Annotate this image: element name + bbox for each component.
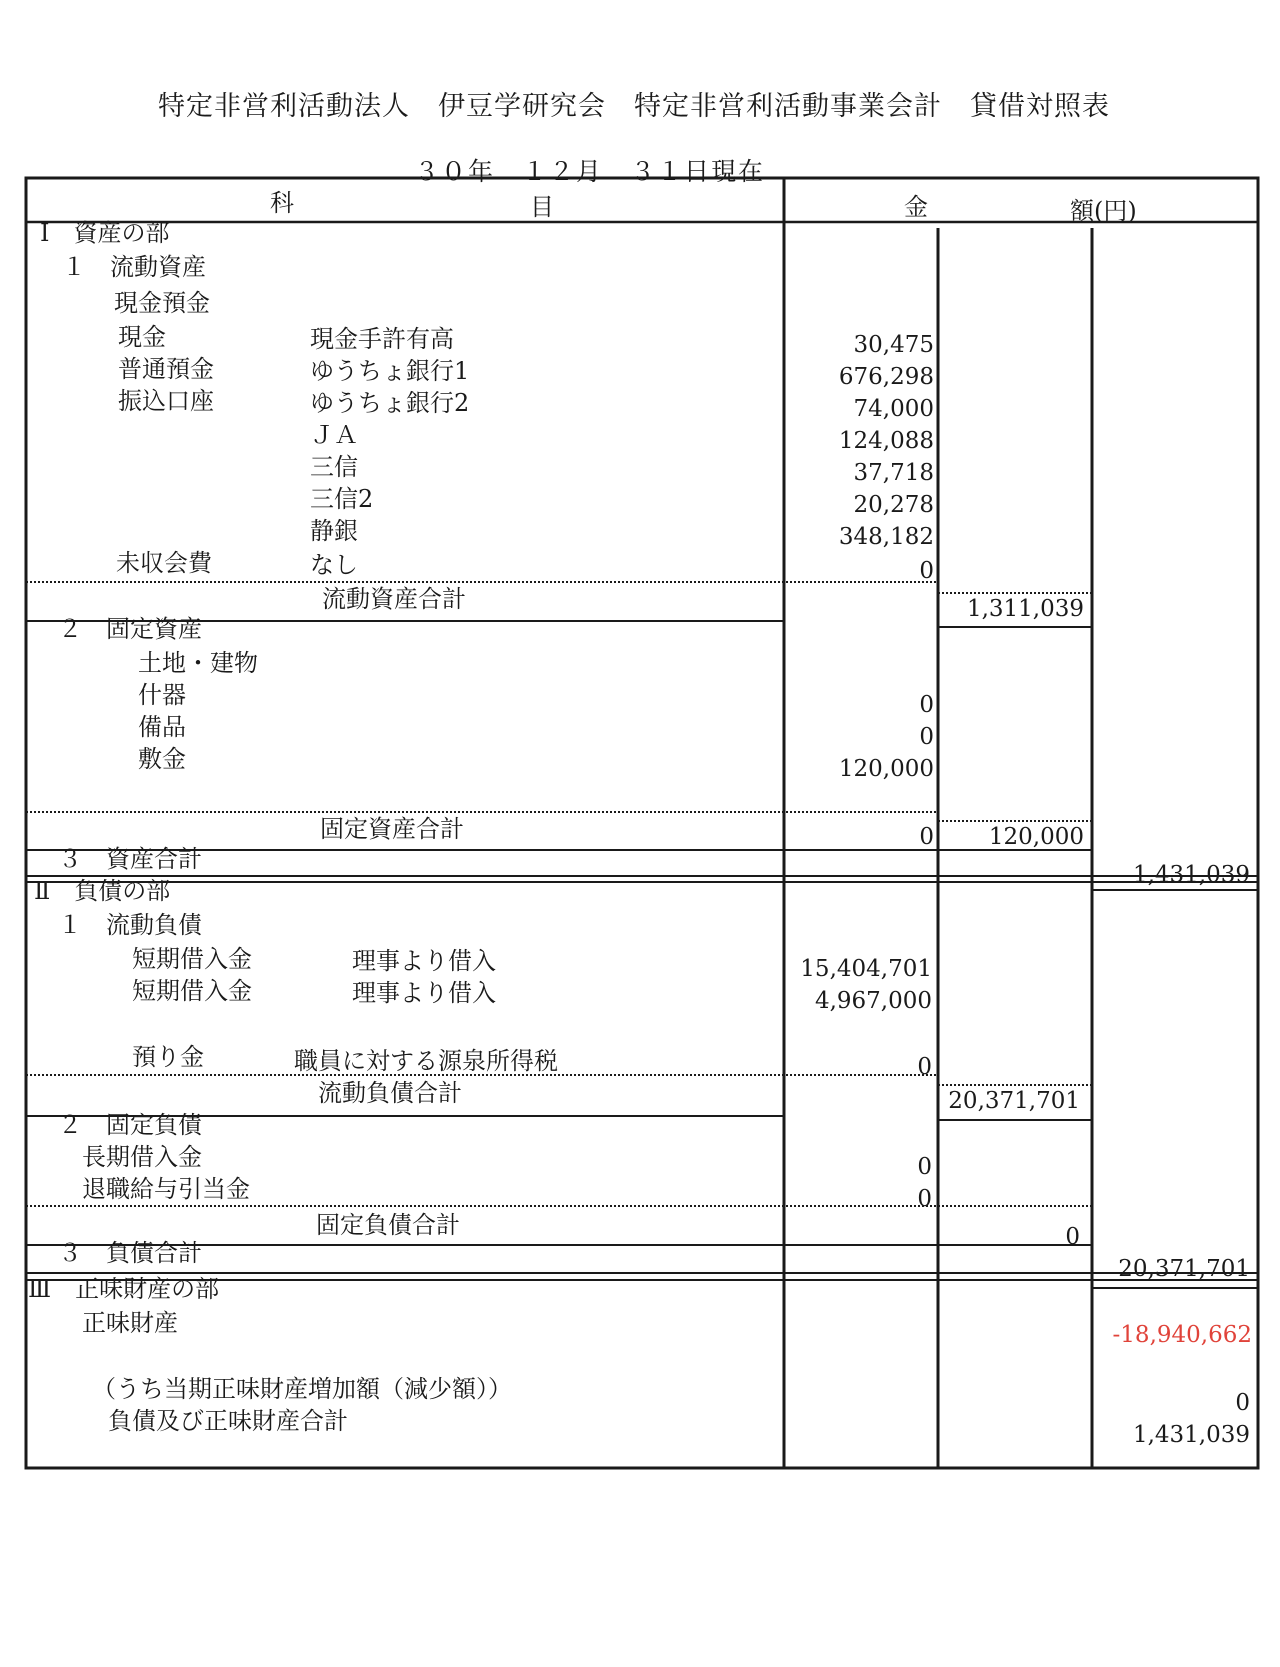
liability-row-label: 預り金 — [132, 1043, 204, 1071]
fixed-assets-total-label: 固定資産合計 — [320, 815, 464, 843]
current-assets-total: 1,311,039 — [966, 596, 1084, 622]
net-assets-label: 正味財産 — [82, 1309, 178, 1337]
liabilities-total-label: ３ 負債合計 — [58, 1239, 202, 1267]
asset-row-amount: 0 — [919, 558, 934, 584]
fixed-asset-amount: 0 — [919, 724, 934, 750]
as-of-date: ３０年 １２月 ３１日現在 — [414, 157, 766, 186]
fixed-asset-label: 什器 — [138, 681, 186, 709]
asset-row-amount: 20,278 — [853, 492, 934, 518]
current-liabilities-heading: １ 流動負債 — [58, 911, 202, 939]
net-assets-change-value: 0 — [1235, 1390, 1250, 1416]
liabilities-total: 20,371,701 — [1118, 1256, 1250, 1282]
grand-total-label: 負債及び正味財産合計 — [108, 1407, 348, 1435]
asset-row-detail: 現金手許有高 — [310, 325, 454, 353]
asset-row-label: 普通預金 — [118, 355, 214, 383]
fixed-asset-label: 備品 — [138, 713, 186, 741]
fixed-liability-amount: 0 — [917, 1186, 932, 1212]
asset-row-label: 未収会費 — [116, 549, 212, 577]
net-assets-change-label: （うち当期正味財産増加額（減少額）） — [92, 1375, 512, 1403]
asset-row-detail: 静銀 — [310, 517, 358, 545]
header-kamoku-2: 目 — [530, 193, 554, 221]
fixed-liability-amount: 0 — [917, 1154, 932, 1180]
asset-row-detail: ＪＡ — [310, 421, 358, 449]
liability-row-amount: 15,404,701 — [800, 956, 932, 982]
asset-row-amount: 124,088 — [838, 428, 934, 454]
fixed-asset-amount: 0 — [919, 692, 934, 718]
asset-row-amount: 30,475 — [853, 332, 934, 358]
section-net-assets: Ⅲ 正味財産の部 — [28, 1275, 220, 1303]
asset-row-label: 現金 — [118, 323, 166, 351]
asset-row-amount: 676,298 — [838, 364, 934, 390]
asset-row-amount: 74,000 — [853, 396, 934, 422]
current-liabilities-total-label: 流動負債合計 — [318, 1079, 462, 1107]
fixed-asset-label: 敷金 — [138, 745, 186, 773]
section-assets: Ⅰ 資産の部 — [40, 219, 170, 247]
fixed-asset-amount: 120,000 — [838, 756, 934, 782]
cash-deposits-heading: 現金預金 — [114, 289, 210, 317]
header-kingaku-2: 額(円) — [1070, 197, 1137, 225]
asset-row-label: 振込口座 — [118, 387, 214, 415]
asset-row-detail: ゆうちょ銀行2 — [310, 389, 470, 417]
liability-row-amount: 4,967,000 — [814, 988, 932, 1014]
assets-total: 1,431,039 — [1132, 862, 1250, 888]
assets-total-label: ３ 資産合計 — [58, 845, 202, 873]
current-assets-total-label: 流動資産合計 — [322, 585, 466, 613]
section-liabilities: Ⅱ 負債の部 — [34, 877, 171, 905]
liability-row-label: 短期借入金 — [132, 945, 252, 973]
fixed-liability-label: 退職給与引当金 — [82, 1175, 250, 1203]
asset-row-amount: 37,718 — [853, 460, 934, 486]
net-assets-value: -18,940,662 — [1112, 1322, 1252, 1348]
asset-row-detail: 三信2 — [310, 485, 374, 513]
grand-total: 1,431,039 — [1132, 1422, 1250, 1448]
header-kamoku-1: 科 — [270, 189, 294, 217]
asset-row-amount: 348,182 — [838, 524, 934, 550]
liability-row-amount: 0 — [917, 1054, 932, 1080]
asset-row-detail: 三信 — [310, 453, 358, 481]
header-kingaku-1: 金 — [904, 193, 928, 221]
current-liabilities-total: 20,371,701 — [948, 1088, 1080, 1114]
fixed-assets-heading: ２ 固定資産 — [58, 615, 202, 643]
fixed-asset-label: 土地・建物 — [138, 649, 258, 677]
liability-row-detail: 理事より借入 — [352, 947, 496, 975]
asset-row-detail: なし — [310, 551, 358, 579]
asset-row-detail: ゆうちょ銀行1 — [310, 357, 470, 385]
fixed-liability-label: 長期借入金 — [82, 1143, 202, 1171]
fixed-liabilities-total-label: 固定負債合計 — [316, 1211, 460, 1239]
fixed-assets-total: 120,000 — [988, 824, 1084, 850]
fixed-liabilities-total: 0 — [1065, 1224, 1080, 1250]
liability-row-detail: 理事より借入 — [352, 979, 496, 1007]
current-assets-heading: １ 流動資産 — [62, 253, 206, 281]
fixed-assets-total-col1: 0 — [919, 824, 934, 850]
fixed-liabilities-heading: ２ 固定負債 — [58, 1111, 202, 1139]
liability-row-detail: 職員に対する源泉所得税 — [294, 1047, 558, 1075]
document-title: 特定非営利活動法人 伊豆学研究会 特定非営利活動事業会計 貸借対照表 — [158, 91, 1110, 122]
liability-row-label: 短期借入金 — [132, 977, 252, 1005]
